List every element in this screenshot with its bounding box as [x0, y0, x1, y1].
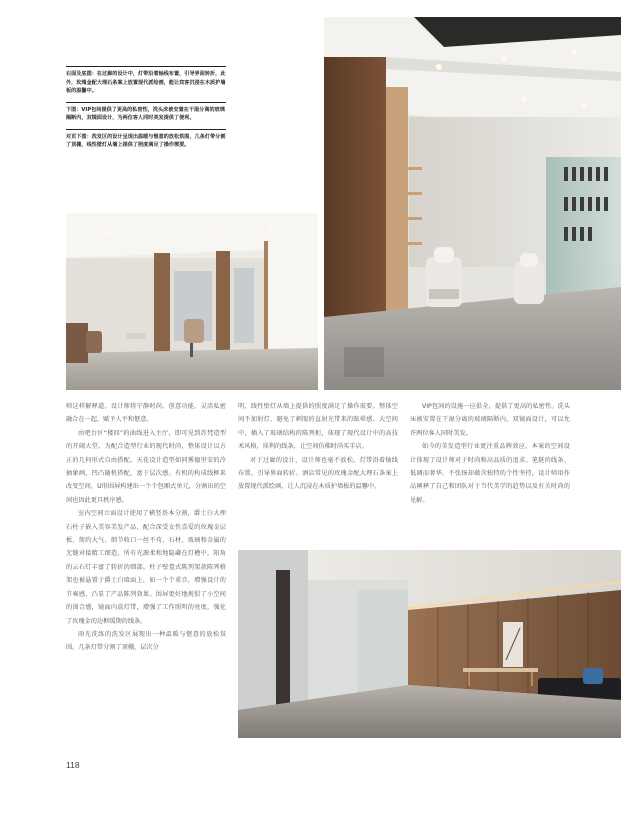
article-column-3 [410, 400, 570, 507]
lobby-photo [324, 17, 621, 390]
article-column-2 [238, 400, 398, 494]
salon-photo-illustration [66, 213, 318, 390]
col3-para-2: 如今的美发造型行业更注重品牌效应，本案的空间设计体现了设计师对于时尚和高品质的追求。笔挺的线条、低调而奢华，不张扬却蕴含独特的个性坚持，设计师用作品阐释了自己和团队对于当代美学的趋势以及有关时尚的见解。 [410, 443, 570, 504]
photo-captions [66, 66, 226, 156]
lobby-photo-illustration [324, 17, 621, 390]
caption-right-and-bottom: 右面及底图：在过廊的设计中，灯带沿着轴线布置，引导界面转折，此外，玫瑰金配大理石条案上放置现代派绘画，能让宾客沉浸在木质护墙板的温馨中。 [66, 66, 226, 96]
article-column-1 [66, 400, 226, 655]
page-number: 118 [66, 760, 80, 770]
col1-para-1: 师这样解释道。设计师将宁静时尚、创意功能、灵活私密融合在一起，赋予人平和惬意。 [66, 403, 226, 424]
corridor-photo-illustration [238, 550, 621, 738]
caption-opposite-below: 对页下图：洗发区的设计呈现出温暖与惬意的放松氛围，几条灯带分割了顶棚，线性壁灯从墙上提供了照度满足了操作需要。 [66, 129, 226, 150]
caption-below: 下图：VIP包间提供了更高的私密性，洗头床被安置在干湿分离的玻璃隔断内，双镜面设计，为两位客人同时美发提供了便利。 [66, 102, 226, 123]
col2-para-2: 对于过廊的设计，设计师也毫不放松。灯带沿着轴线布置，引导界面转折。酒店常见的玫瑰金配大理石条案上放置现代派绘画，让人沉浸在木质护墙板的温馨中。 [238, 456, 398, 491]
col1-para-4: 雨光洗练的洗发区展现出一种温暖与惬意的放松氛围。几条灯带分割了顶棚，层次分 [66, 630, 226, 652]
col1-para-3: 室内空间立面设计使用了横竖基本分割，爵士白大理石柱子嵌入美容美发产品，配合深受女性喜爱的玫瑰金层板，简约大气。细节收口一丝不苟，石材、玻璃和金属的无缝对接精工细造，所有光源柔和地隐藏在灯槽中，阳角的云石灯丰富了转折的细部。柱子壁龛式陈列架款陈列格架也被悬置于爵士白墙面上，如一个个重音，增强设计的节奏感，凸显了产品陈列效果。围屏更好地规俱了小空间的围合感，镜面内盒灯带，增强了工作照明的亮度，强化了玫瑰金的边框缓期的线条。 [66, 510, 226, 625]
col3-para-1: VIP包间的设施一应俱全，提供了更高的私密性。洗头床被安置在干湿分离的玻璃隔断内，双镜面设计，可以允许两位客人同时美发。 [410, 403, 570, 437]
salon-photo [66, 213, 318, 390]
col2-para-1: 明，线性壁灯从墙上提供的照度满足了操作需要。整体空间不加射灯，避免了刺眼的直射光带来的眩晕感。大空间中，插入了玻璃结构的陈列柜，体现了现代设计中的高技术风格，犀利的线条，让空间仿佛时尚买手店。 [238, 403, 398, 451]
col1-para-2: 由吧台区“楼回”的曲线进入主厅，即可见到苏梵造型的开阔大堂。为配合造型行业的现代时尚，整体设计以方正的几何形式自由搭配。天花设计造型如同雾德里安的冷抽象画，凹凸随机搭配，富于层次感。有机的构成线框来改变空间，U形围屏构建出一个个包厢式单元，分割出的空间也因此更具秩序感。 [66, 429, 226, 504]
corridor-photo [238, 550, 621, 738]
